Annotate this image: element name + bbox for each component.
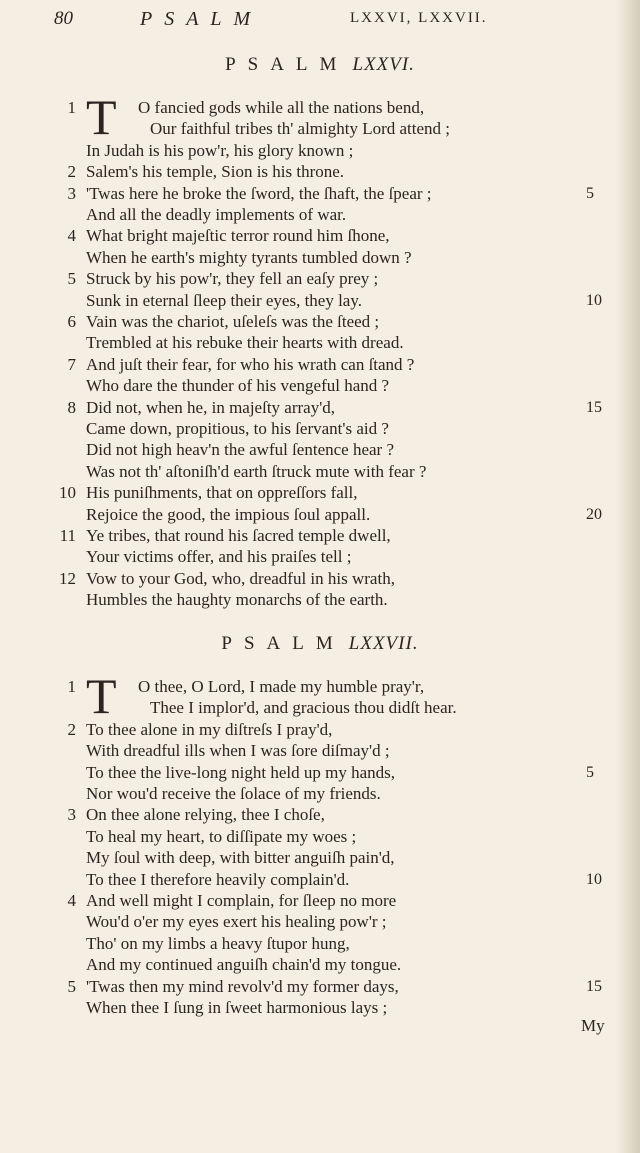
verse-text: And my continued anguiſh chain'd my tongue. [86, 955, 402, 975]
verse-text: To thee I therefore heavily complain'd. [86, 869, 350, 889]
verse-line [0, 890, 640, 912]
verse-line [0, 719, 640, 741]
verse-line [0, 354, 640, 376]
verse-text: Came down, propitious, to his ſervant's aid ? [86, 419, 389, 438]
drop-capital: T [86, 89, 117, 145]
psalm-77-heading [0, 633, 640, 659]
verse-number: 7 [67, 354, 76, 374]
verse-line [0, 568, 640, 590]
verse-line [0, 418, 640, 440]
verse-line [0, 461, 640, 483]
verse-number: 1 [67, 98, 76, 117]
verse-text: And well might I complain, for ſleep no more [86, 891, 397, 910]
verse-line [0, 397, 640, 419]
verse-number: 2 [67, 719, 76, 739]
verse-text: Salem's his temple, Sion is his throne. [86, 162, 345, 182]
verse-text: Struck by his pow'r, they fell an eaſy prey ; [86, 269, 379, 289]
verse-text: Wou'd o'er my eyes exert his healing pow'r ; [86, 912, 387, 932]
verse-text: Did not high heav'n the awful ſentence hear ? [86, 440, 395, 460]
verse-line [0, 762, 640, 784]
verse-number: 5 [67, 269, 76, 289]
verse-line [0, 997, 640, 1019]
line-number: 15 [586, 977, 602, 995]
verse-text: In Judah is his pow'r, his glory known ; [86, 140, 354, 160]
verse-text: To thee the live-long night held up my hands, [86, 762, 396, 782]
verse-line [0, 247, 640, 269]
verse-text: Vow to your God, who, dreadful in his wrath, [86, 568, 395, 588]
verse-text: Tho' on my limbs a heavy ſtupor hung, [86, 933, 350, 953]
verse-text: Trembled at his rebuke their hearts with dread. [86, 333, 404, 353]
verse-number: 4 [67, 226, 76, 246]
verse-line [0, 933, 640, 955]
line-number: 15 [586, 398, 602, 416]
verse-number: 1 [67, 677, 76, 696]
verse-number: 5 [67, 976, 76, 996]
verse-line [0, 97, 640, 119]
verse-line [0, 118, 640, 140]
verse-line [0, 676, 640, 698]
verse-text: When thee I ſung in ſweet harmonious lays ; [86, 998, 388, 1017]
verse-number: 10 [59, 483, 76, 503]
verse-line [0, 183, 640, 205]
verse-line [0, 697, 640, 719]
verse-text: Did not, when he, in majeſty array'd, [86, 397, 336, 417]
verse-line [0, 847, 640, 869]
verse-text: Rejoice the good, the impious ſoul appall. [86, 504, 371, 524]
verse-line [0, 268, 640, 290]
verse-number: 3 [67, 805, 76, 825]
verse-text: What bright majeſtic terror round him ſhone, [86, 226, 390, 246]
catchword: My [581, 1016, 605, 1035]
verse-text: His puniſhments, that on oppreſſors fall, [86, 483, 358, 503]
verse-line [0, 546, 640, 568]
verse-text: Thee I implor'd, and gracious thou didſt hear. [150, 698, 457, 718]
verse-line [0, 225, 640, 247]
verse-number: 6 [67, 312, 76, 331]
line-number: 10 [586, 291, 602, 309]
verse-text: Nor wou'd receive the ſolace of my friends. [86, 784, 381, 803]
verse-line [0, 204, 640, 226]
verse-text: And juſt their fear, for who his wrath can ſtand ? [86, 354, 415, 374]
verse-line [0, 290, 640, 312]
verse-line [0, 482, 640, 504]
verse-text: 'Twas then my mind revolv'd my former days, [86, 976, 399, 996]
verse-line [0, 954, 640, 976]
verse-number: 8 [67, 397, 76, 417]
verse-text: 'Twas here he broke the ſword, the ſhaft, the ſpear ; [86, 183, 432, 203]
verse-text: Vain was the chariot, uſeleſs was the ſteed ; [86, 312, 380, 331]
verse-text: Sunk in eternal ſleep their eyes, they lay. [86, 290, 363, 310]
line-number: 5 [586, 763, 594, 781]
verse-line [0, 525, 640, 547]
verse-text: And all the deadly implements of war. [86, 205, 347, 224]
psalm-76-heading [0, 54, 640, 80]
verse-text: To thee alone in my diſtreſs I pray'd, [86, 719, 333, 739]
verse-line [0, 140, 640, 162]
verse-text: Humbles the haughty monarchs of the earth. [86, 590, 388, 610]
verse-line [0, 740, 640, 762]
line-number: 5 [586, 184, 594, 202]
psalm-heading-word: PSALM [225, 54, 349, 75]
running-head [0, 8, 640, 34]
verse-line [0, 161, 640, 183]
page-gutter-shadow [616, 0, 640, 1153]
verse-text: Our faithful tribes th' almighty Lord attend ; [150, 119, 451, 139]
verse-line [0, 375, 640, 397]
running-head-range: LXXVI, LXXVII. [350, 10, 488, 26]
verse-number: 2 [67, 162, 76, 182]
psalm-heading-number: LXXVII. [348, 633, 419, 654]
verse-text: Who dare the thunder of his vengeful hand ? [86, 376, 390, 396]
psalm-heading-number: LXXVI. [352, 54, 415, 75]
verse-line [0, 332, 640, 354]
verse-line [0, 783, 640, 805]
verse-number: 4 [67, 891, 76, 910]
verse-text: Was not th' aſtoniſh'd earth ſtruck mute with fear ? [86, 461, 427, 481]
verse-text: My ſoul with deep, with bitter anguiſh pain'd, [86, 848, 395, 868]
verse-line [0, 804, 640, 826]
verse-text: Ye tribes, that round his ſacred temple dwell, [86, 526, 391, 545]
verse-number: 12 [59, 568, 76, 588]
verse-line [0, 826, 640, 848]
drop-capital: T [86, 668, 117, 724]
verse-line [0, 976, 640, 998]
running-head-title: PSALM [140, 8, 263, 30]
line-number: 20 [586, 505, 602, 523]
verse-line [0, 311, 640, 333]
verse-number: 11 [59, 526, 76, 545]
verse-number: 3 [67, 183, 76, 203]
verse-line [0, 504, 640, 526]
line-number: 10 [586, 870, 602, 888]
verse-line [0, 589, 640, 611]
verse-text: When he earth's mighty tyrants tumbled down ? [86, 247, 412, 267]
verse-text: On thee alone relying, thee I choſe, [86, 805, 325, 825]
verse-line [0, 439, 640, 461]
verse-text: O thee, O Lord, I made my humble pray'r, [138, 677, 425, 696]
psalm-heading-word: PSALM [221, 633, 345, 654]
verse-line [0, 911, 640, 933]
verse-text: With dreadful ills when I was ſore diſmay'd ; [86, 741, 390, 761]
verse-text: O fancied gods while all the nations bend, [138, 98, 425, 117]
verse-text: To heal my heart, to diſſipate my woes ; [86, 826, 357, 846]
page-number: 80 [54, 8, 73, 29]
verse-text: Your victims offer, and his praiſes tell ; [86, 547, 352, 567]
verse-line [0, 869, 640, 891]
